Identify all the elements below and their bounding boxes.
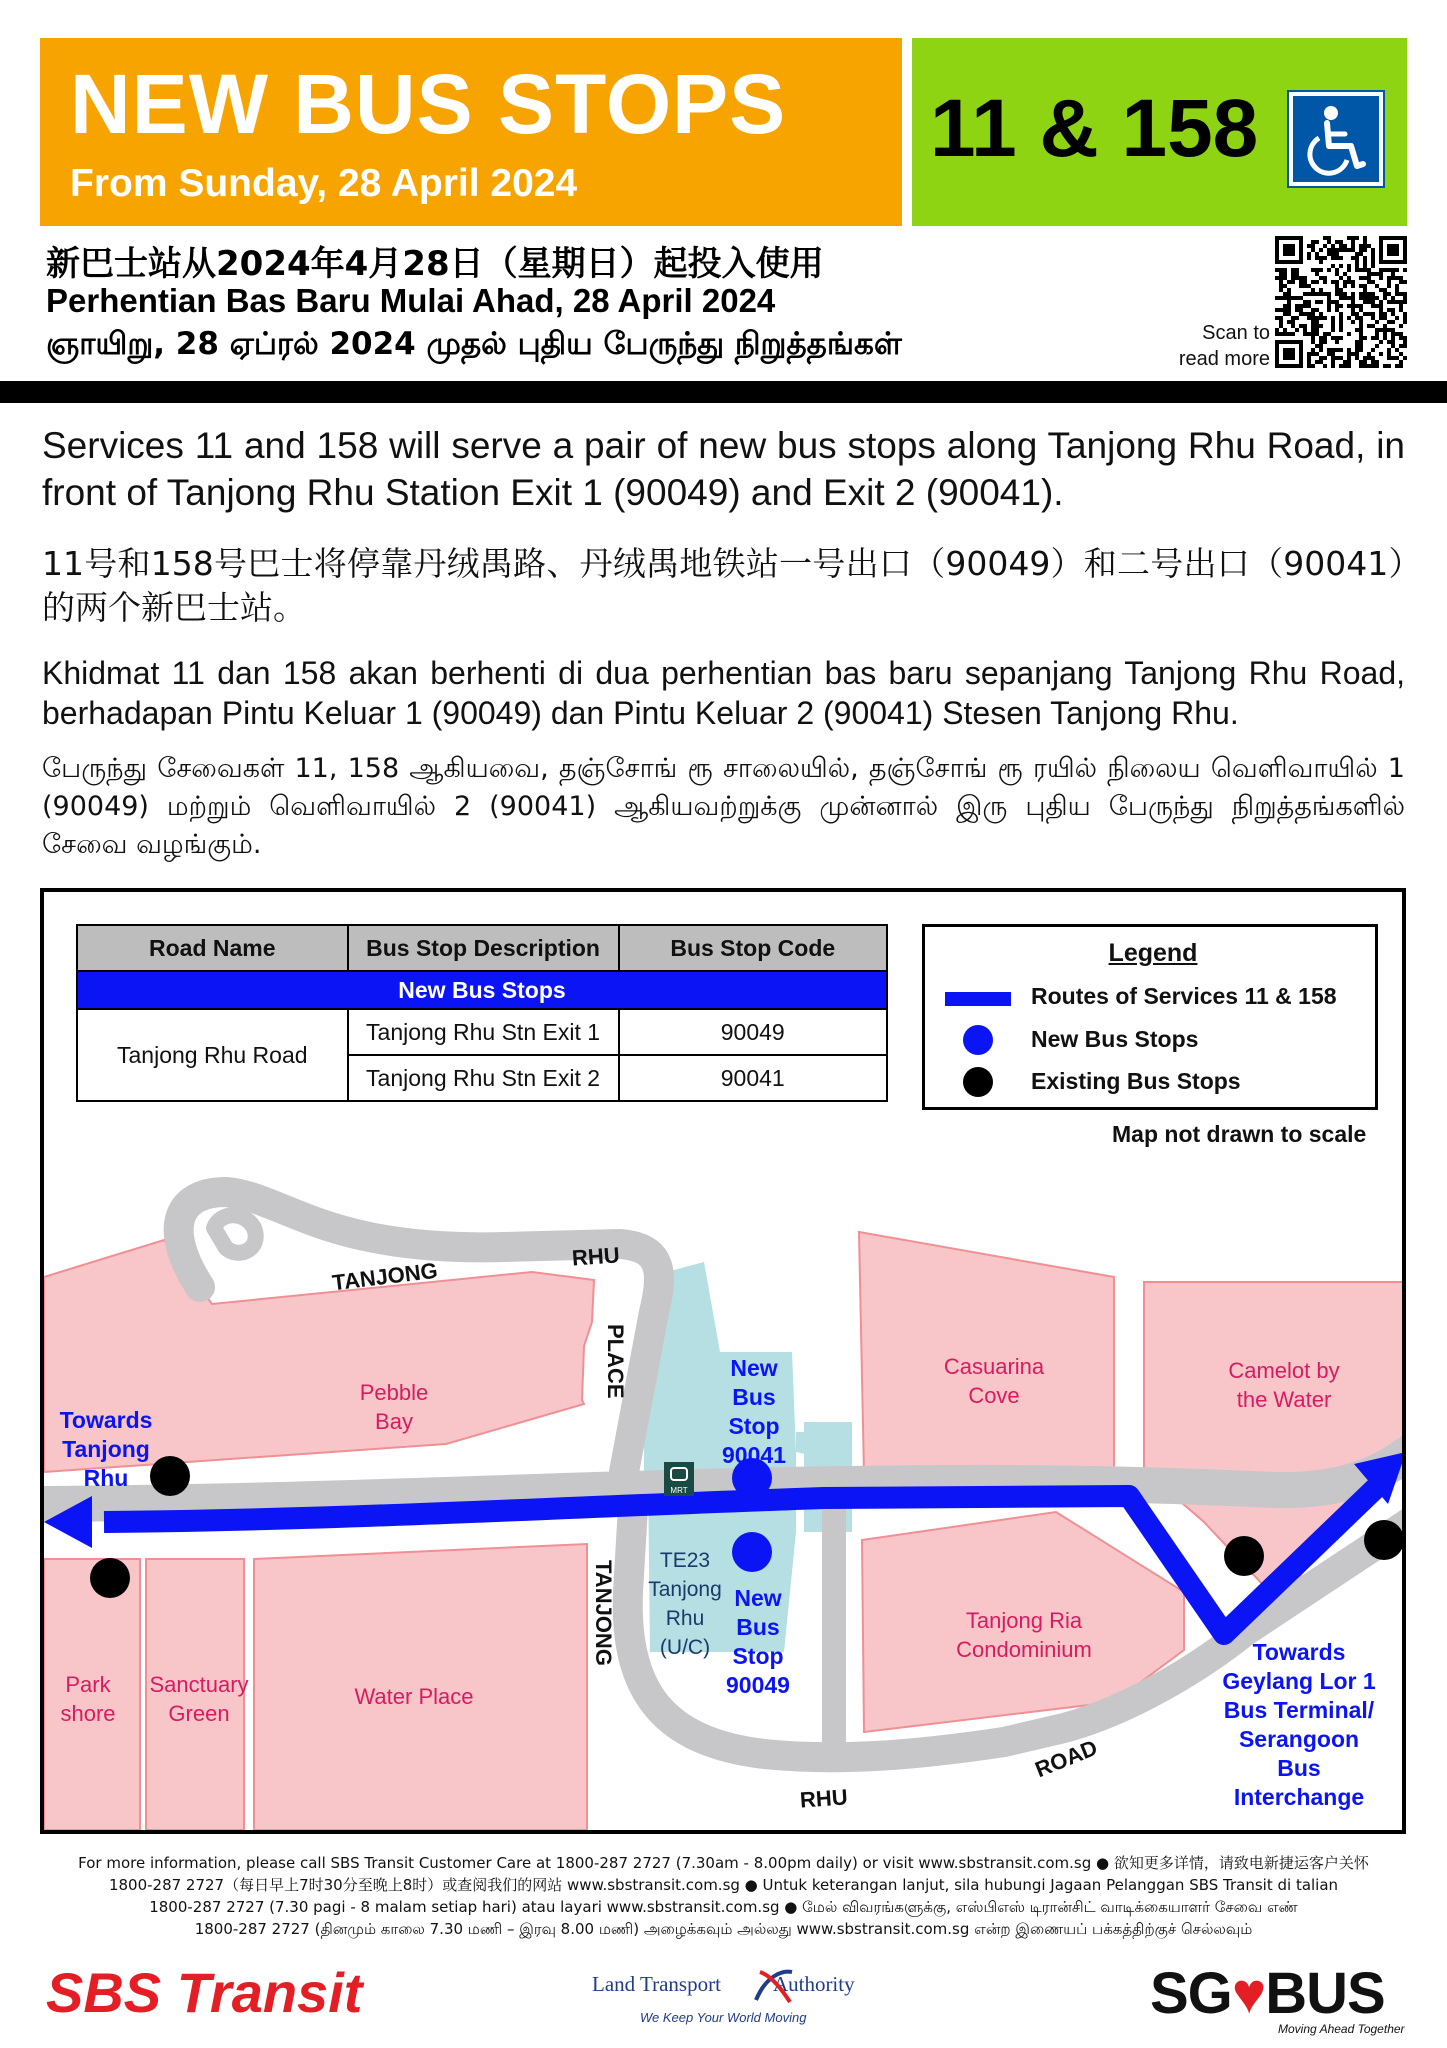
- route-line-swatch: [945, 992, 1011, 1006]
- road-label-place: PLACE: [603, 1324, 628, 1399]
- contact-line: For more information, please call SBS Transit Customer Care at 1800-287 2727 (7.30am - 8.00pm daily) or visit www.sbstransit.com.sg ● 欲知更多详情，请致电新捷运客户关怀: [78, 1854, 1369, 1872]
- legend-item: [925, 1062, 1381, 1102]
- lta-emblem-icon: [752, 1966, 796, 2006]
- road-label-rhu-south: RHU: [799, 1784, 849, 1813]
- scale-note: Map not drawn to scale: [1112, 1121, 1367, 1147]
- sgbus-tagline: Moving Ahead Together: [1278, 2022, 1405, 2036]
- lta-logo: Land Transport Authority: [592, 1972, 855, 1996]
- stop-description-cell: Tanjong Rhu Stn Exit 2: [348, 1055, 619, 1101]
- place-label-tanjong-ria: Tanjong Ria Condominium: [956, 1608, 1092, 1662]
- qr-caption-line: read more: [1178, 348, 1270, 370]
- service-numbers: 11 & 158: [930, 83, 1259, 174]
- existing-stop-marker: [1224, 1536, 1264, 1576]
- road-label-tanjong-vertical: TANJONG: [591, 1560, 616, 1666]
- map-panel: [40, 888, 1406, 1834]
- description-tamil: பேருந்து சேவைகள் 11, 158 ஆகியவை, தஞ்சோங் ரூ சாலையில், தஞ்சோங் ரூ ரயில் நிலைய வெளிவாயில் 1 (90049) மற்றும் வெளிவாயில் 2 (90041) ஆகியவற்றுக்கு முன்னால் இரு புதிய பேருந்து நிறுத்தங்களில் சேவை வழங்கும்.: [42, 753, 1405, 860]
- existing-stop-marker: [90, 1558, 130, 1598]
- bus-stop-table: [76, 924, 888, 1102]
- stop-code-cell: 90049: [619, 1009, 888, 1055]
- stop-description-cell: Tanjong Rhu Stn Exit 1: [348, 1009, 619, 1055]
- contact-line: 1800-287 2727 (தினமும் காலை 7.30 மணி – இரவு 8.00 மணி) அழைக்கவும் அல்லது www.sbstransit.com.sg என்ற இணையப் பக்கத்திற்குச் செல்லவும்: [194, 1920, 1253, 1938]
- new-stop-label-90049: New Bus Stop 90049: [726, 1585, 790, 1698]
- legend-label: New Bus Stops: [1031, 1026, 1199, 1052]
- place-label-pebble-bay: Pebble Bay: [359, 1380, 429, 1434]
- direction-label-east: Towards Geylang Lor 1 Bus Terminal/ Serangoon Bus Interchange: [1222, 1639, 1376, 1810]
- place-label-sanctuary-green: Sanctuary Green: [149, 1672, 249, 1726]
- road-name-cell: Tanjong Rhu Road: [77, 1009, 348, 1101]
- qr-code[interactable]: [1275, 236, 1407, 368]
- new-stop-marker-90049: [732, 1532, 772, 1572]
- divider-bar: [0, 381, 1447, 403]
- effective-date: From Sunday, 28 April 2024: [70, 162, 578, 205]
- road-label-tanjong: TANJONG: [330, 1257, 440, 1296]
- column-header: Road Name: [77, 925, 348, 971]
- legend-label: Routes of Services 11 & 158: [1031, 983, 1337, 1009]
- map-legend: [922, 924, 1378, 1110]
- lta-tagline: We Keep Your World Moving: [640, 2010, 807, 2025]
- column-header: Bus Stop Description: [348, 925, 619, 971]
- page-title: NEW BUS STOPS: [70, 57, 787, 151]
- place-label-water-place: Water Place: [354, 1684, 474, 1709]
- contact-line: 1800-287 2727 (7.30 pagi - 8 malam setiap hari) atau layari www.sbstransit.com.sg ● மேல் விவரங்களுக்கு, எஸ்பிஎஸ் டிரான்சிட் வாடிக்கையாளர் சேவை எண்: [149, 1898, 1298, 1916]
- station-label: TE23 Tanjong Rhu (U/C): [648, 1549, 722, 1659]
- title-chinese: 新巴士站从2024年4月28日（星期日）起投入使用: [46, 244, 824, 284]
- legend-item: [925, 1020, 1381, 1060]
- road-label-road: ROAD: [1031, 1734, 1101, 1783]
- direction-label-west: Towards Tanjong Rhu: [59, 1407, 153, 1491]
- place-label-park-shore: Park shore: [60, 1672, 116, 1726]
- legend-label: Existing Bus Stops: [1031, 1068, 1241, 1094]
- contact-line: 1800-287 2727（每日早上7时30分至晚上8时）或查阅我们的网站 www.sbstransit.com.sg ● Untuk keterangan lanjut, sila hubungi Jagaan Pelanggan SBS Transit di talian: [108, 1876, 1339, 1894]
- qr-caption-line: Scan to: [1202, 322, 1270, 344]
- place-label-camelot: Camelot by the Water: [1228, 1358, 1340, 1412]
- contact-info: [70, 1852, 1377, 1940]
- stop-code-cell: 90041: [619, 1055, 888, 1101]
- mrt-station-icon: [664, 1462, 694, 1496]
- description-malay: Khidmat 11 dan 158 akan berhenti di dua perhentian bas baru sepanjang Tanjong Rhu Road, berhadapan Pintu Keluar 1 (90049) dan Pintu Keluar 2 (90041) Stesen Tanjong Rhu.: [42, 655, 1405, 731]
- new-stop-label-90041: New Bus Stop 90041: [722, 1355, 786, 1468]
- title-tamil: ஞாயிறு, 28 ஏப்ரல் 2024 முதல் புதிய பேருந்து நிறுத்தங்கள்: [46, 326, 902, 362]
- column-header: Bus Stop Code: [619, 925, 888, 971]
- road-label-rhu: RHU: [571, 1242, 621, 1271]
- description-chinese: 11号和158号巴士将停靠丹绒禺路、丹绒禺地铁站一号出口（90049）和二号出口（90041）的两个新巴士站。: [42, 544, 1405, 627]
- existing-stop-dot-icon: [963, 1067, 993, 1097]
- legend-item: [925, 977, 1381, 1017]
- qr-caption: [1150, 320, 1270, 372]
- description-english: Services 11 and 158 will serve a pair of new bus stops along Tanjong Rhu Road, in front of Tanjong Rhu Station Exit 1 (90049) and Exit 2 (90041).: [42, 425, 1405, 513]
- new-stop-dot-icon: [963, 1025, 993, 1055]
- place-label-casuarina-cove: Casuarina Cove: [943, 1354, 1045, 1408]
- title-malay: Perhentian Bas Baru Mulai Ahad, 28 April 2024: [46, 282, 776, 319]
- table-section-label: New Bus Stops: [77, 971, 887, 1009]
- sbs-transit-logo: SBS Transit: [46, 1961, 363, 2024]
- wheelchair-accessible-icon: [1289, 92, 1383, 186]
- svg-text:MRT: MRT: [670, 1486, 688, 1495]
- legend-title: Legend: [1108, 939, 1198, 967]
- sgbus-logo: SG♥BUS: [1150, 1961, 1385, 2026]
